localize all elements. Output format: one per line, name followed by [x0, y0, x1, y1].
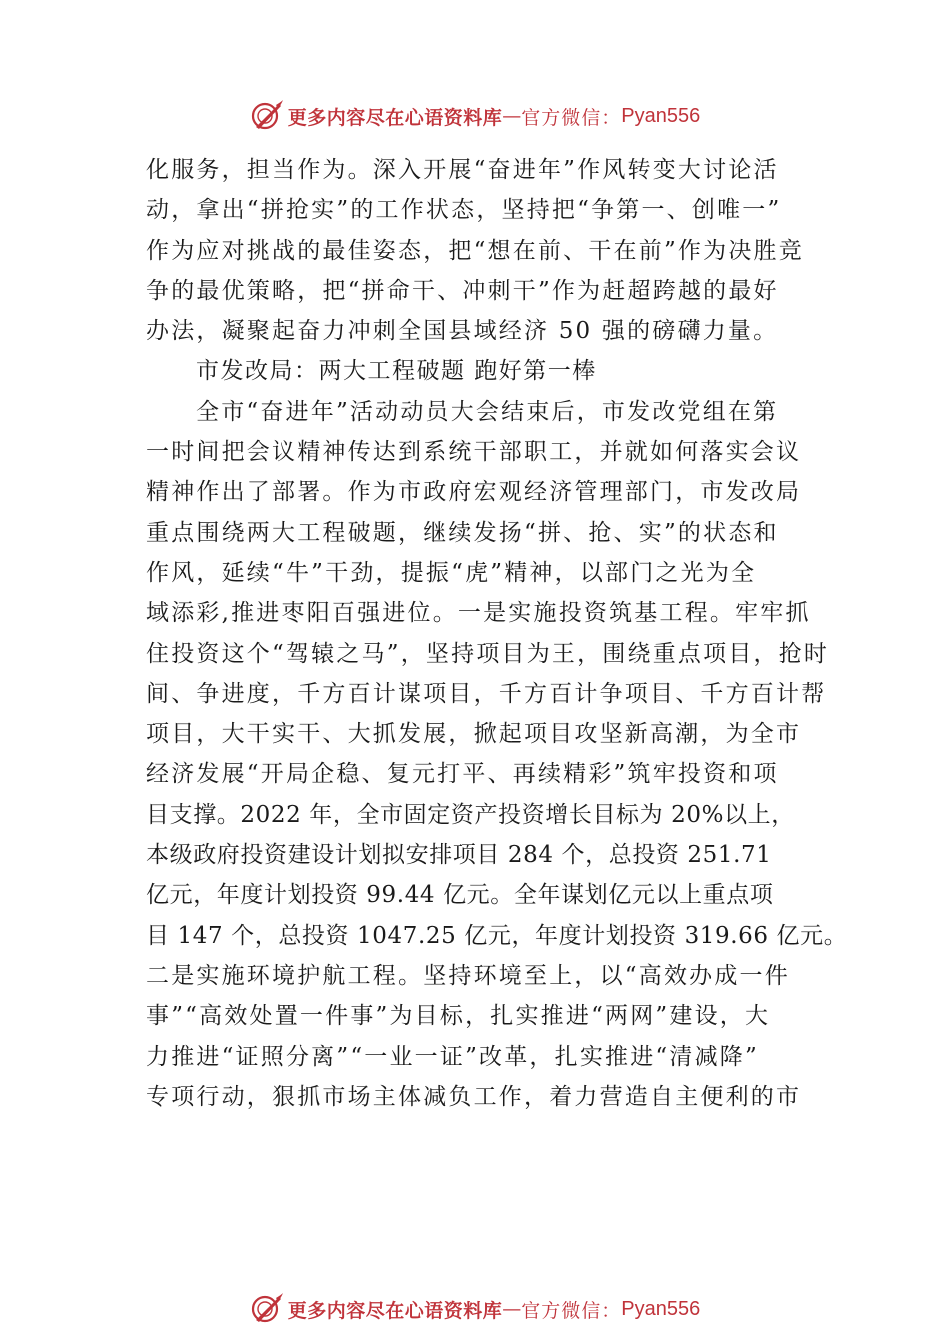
footer-separator: — [502, 1298, 522, 1320]
body-line: 争的最优策略，把“拼命干、冲刺干”作为赶超跨越的最好 [146, 277, 779, 304]
body-line: 化服务，担当作为。深入开展“奋进年”作风转变大讨论活 [146, 157, 779, 183]
body-line: 目支撑。2022 年，全市固定资产投资增长目标为 20%以上， [146, 801, 795, 828]
body-line: 二是实施环境护航工程。坚持环境至上，以“高效办成一件 [146, 962, 790, 989]
header-banner [0, 94, 950, 138]
header-wechat-label: 官方微信： [521, 106, 622, 129]
body-line: 目 147 个，总投资 1047.25 亿元，年度计划投资 319.66 亿元。 [146, 922, 848, 949]
header-separator: — [502, 105, 522, 127]
body-line: 经济发展“开局企稳、复元打平、再续精彩”筑牢投资和项 [146, 761, 779, 788]
footer-brand: 更多内容尽在心语资料库 [287, 1299, 503, 1322]
footer-wechat-label: 官方微信： [521, 1299, 622, 1322]
body-line: 力推进“证照分离”“一业一证”改革，扎实推进“清减降” [146, 1043, 759, 1070]
body-line: 作风，延续“牛”干劲，提振“虎”精神，以部门之光为全 [146, 559, 757, 586]
body-line: 本级政府投资建设计划拟安排项目 284 个，总投资 251.71 [146, 842, 772, 869]
document-body [146, 150, 848, 1117]
body-line: 一时间把会议精神传达到系统干部职工，并就如何落实会议 [146, 439, 802, 466]
footer-account: Pyan556 [621, 1297, 701, 1320]
body-line: 作为应对挑战的最佳姿态，把“想在前、干在前”作为决胜竞 [146, 237, 804, 264]
body-line: 专项行动，狠抓市场主体减负工作，着力营造自主便利的市 [146, 1083, 802, 1110]
body-line: 住投资这个“驾辕之马”，坚持项目为王，围绕重点项目，抢时 [146, 640, 830, 667]
body-line: 全市“奋进年”活动动员大会结束后，市发改党组在第 [196, 398, 779, 425]
quill-logo-icon [250, 99, 284, 133]
footer-banner [0, 1287, 950, 1331]
body-line: 动，拿出“拼抢实”的工作状态，坚持把“争第一、创唯一” [146, 197, 782, 224]
body-line: 重点围绕两大工程破题，继续发扬“拼、抢、实”的状态和 [146, 519, 779, 546]
quill-logo-icon [250, 1292, 284, 1326]
header-brand: 更多内容尽在心语资料库 [287, 106, 503, 129]
body-line: 域添彩,推进枣阳百强进位。一是实施投资筑基工程。牢牢抓 [146, 600, 811, 627]
section-heading: 市发改局：两大工程破题 跑好第一棒 [196, 358, 597, 385]
body-line: 项目，大干实干、大抓发展，掀起项目攻坚新高潮，为全市 [146, 721, 802, 748]
header-account: Pyan556 [621, 104, 701, 127]
body-line: 间、争进度，千方百计谋项目，千方百计争项目、千方百计帮 [146, 680, 827, 707]
body-line: 亿元，年度计划投资 99.44 亿元。全年谋划亿元以上重点项 [146, 882, 774, 909]
body-line: 精神作出了部署。作为市政府宏观经济管理部门，市发改局 [146, 479, 802, 506]
body-line: 办法，凝聚起奋力冲刺全国县域经济 50 强的磅礴力量。 [146, 318, 779, 345]
body-line: 事”“高效处置一件事”为目标，扎实推进“两网”建设，大 [146, 1003, 771, 1030]
